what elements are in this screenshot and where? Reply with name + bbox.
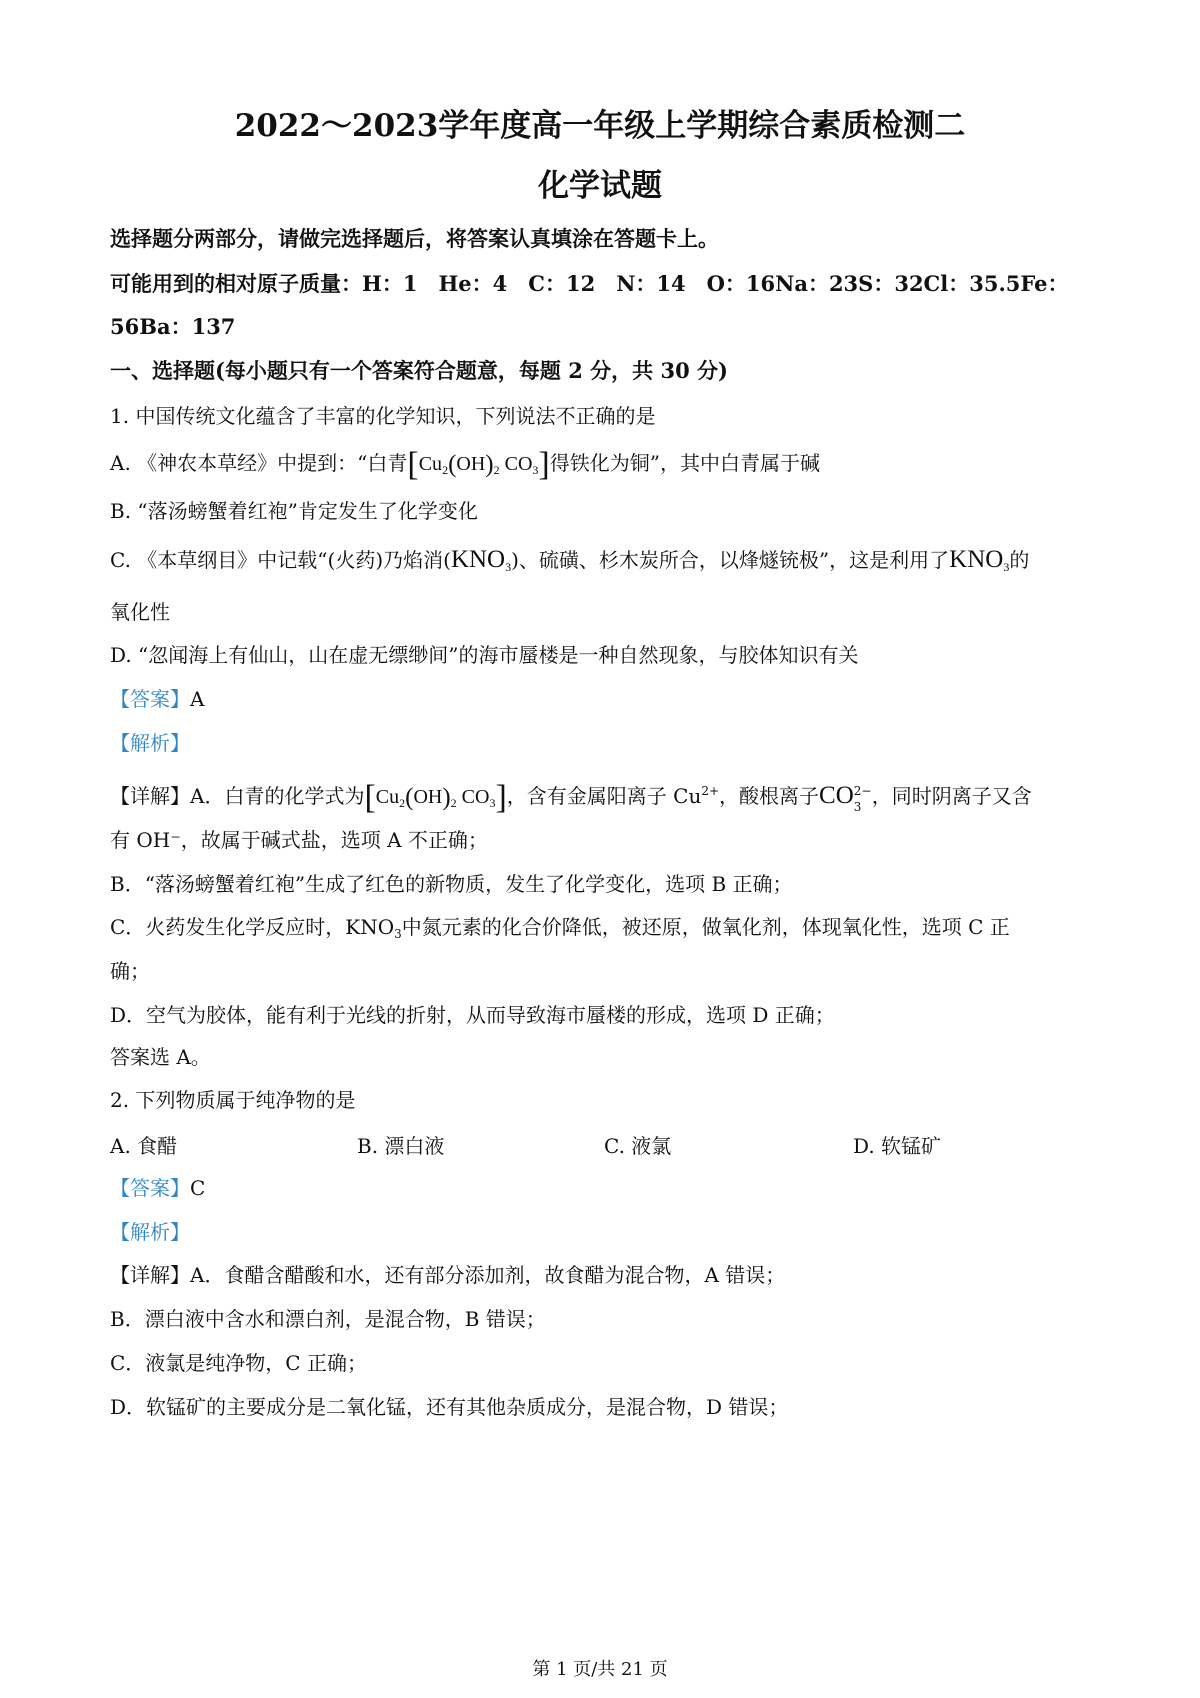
instruction-line: 选择题分两部分，请做完选择题后，将答案认真填涂在答题卡上。 [110,226,719,251]
q1-option-d: D. “忽闻海上有仙山，山在虚无缥缈间”的海市蜃楼是一种自然现象，与胶体知识有关 [110,643,859,667]
q2-detail-a: 【详解】A．食醋含醋酸和水，还有部分添加剂，故食醋为混合物，A 错误； [110,1263,786,1287]
document-subtitle: 化学试题 [538,168,662,204]
q1-answer [110,685,204,713]
q2-detail-d: D．软锰矿的主要成分是二氧化锰，还有其他杂质成分，是混合物，D 错误； [110,1395,789,1419]
q1-detail-text-end: ，同时阴离子又含 [871,784,1032,808]
q1-detail-b: B．“落汤螃蟹着红袍”生成了红色的新物质，发生了化学变化，选项 B 正确； [110,872,793,896]
q1-detail-text-mid2: ，酸根离子 [719,784,820,808]
q1-detail-c [110,913,1010,948]
q1-option-b: B. “落汤螃蟹着红袍”肯定发生了化学变化 [110,499,478,523]
kno3-subscript: 3 [394,927,402,941]
formula-basic-copper-carbonate: [$Cu_2(OH)_2$ $CO_3$] [407,446,550,483]
q2-option-b: B. 漂白液 [357,1134,445,1158]
section-heading: 一、选择题(每小题只有一个答案符合题意，每题 2 分，共 30 分) [110,358,728,383]
q2-stem: 2. 下列物质属于纯净物的是 [110,1088,356,1112]
q2-analysis-tag: 【解析】 [110,1220,190,1244]
q1-option-a-text: A. 《神农本草经》中提到：“白青 [110,451,408,475]
q1-detail-text: 【详解】A．白青的化学式为 [110,784,365,808]
q2-option-a: A. 食醋 [110,1134,178,1158]
q1-option-c-text-mid: )、硫磺、杉木炭所合，以烽燧铳极”，这是利用了 [511,548,950,572]
q1-option-a [110,446,820,484]
answer-tag: 【答案】 [110,687,190,711]
q1-detail-c-cont: 确； [110,959,150,983]
q2-detail-c: C．液氯是纯净物，C 正确； [110,1351,367,1375]
q1-detail-d: D．空气为胶体，能有利于光线的折射，从而导致海市蜃楼的形成，选项 D 正确； [110,1003,835,1027]
atomic-mass-line-cont: 56Ba：137 [110,314,236,339]
q1-detail-a [110,777,1032,817]
q2-option-d: D. 软锰矿 [853,1134,942,1158]
formula-kno3: $KNO_3$ [450,546,512,574]
q1-option-c-cont: 氧化性 [110,600,170,624]
carbonate-charge: 2− 3 [853,784,872,814]
q2-answer [110,1174,205,1202]
q1-option-c-text-end: 的 [1009,548,1030,572]
atomic-mass-line: 可能用到的相对原子质量：H：1 He：4 C：12 N：14 O：16Na：23S：32Cl：35.5Fe： [110,271,1069,296]
q1-analysis-tag: 【解析】 [110,731,190,755]
q1-detail-text-mid: ，含有金属阳离子 Cu [506,784,702,808]
answer-value: C [190,1176,206,1200]
q2-detail-b: B．漂白液中含水和漂白剂，是混合物，B 错误； [110,1307,546,1331]
answer-value: A [190,687,205,711]
q1-detail-c-text: C．火药发生化学反应时，KNO [110,915,395,939]
q1-stem: 1. 中国传统文化蕴含了丰富的化学知识，下列说法不正确的是 [110,404,656,428]
q1-detail-c-text-end: 中氮元素的化合价降低，被还原，做氧化剂，体现氧化性，选项 C 正 [401,915,1010,939]
formula-basic-copper-carbonate: [$Cu_2(OH)_2$ $CO_3$] [364,779,507,816]
formula-kno3: $KNO_3$ [949,546,1010,574]
cu-ion-charge: 2+ [701,784,720,798]
q1-option-c [110,546,1029,581]
formula-carbonate-ion: CO [819,782,854,809]
answer-tag: 【答案】 [110,1176,190,1200]
q1-option-c-text: C. 《本草纲目》中记载“(火药)乃焰消( [110,548,451,572]
q1-conclusion: 答案选 A。 [110,1045,211,1069]
document-title: 2022～2023学年度高一年级上学期综合素质检测二 [234,108,966,144]
page-number: 第 1 页/共 21 页 [532,1659,668,1680]
q1-detail-a-cont: 有 OH⁻，故属于碱式盐，选项 A 不正确； [110,828,488,852]
q2-option-c: C. 液氯 [604,1134,672,1158]
q1-option-a-text-end: 得铁化为铜”，其中白青属于碱 [549,451,820,475]
